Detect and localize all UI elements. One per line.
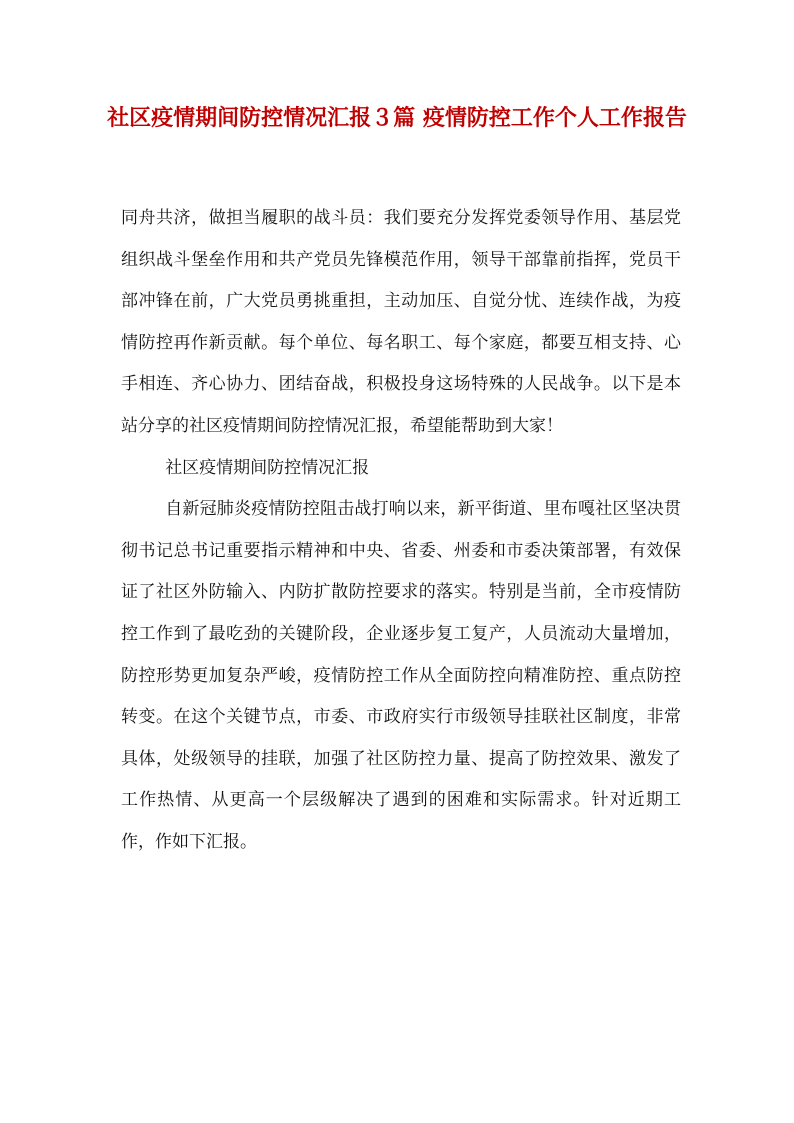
section-heading: 社区疫情期间防控情况汇报: [165, 457, 370, 478]
document-title: 社区疫情期间防控情况汇报３篇 疫情防控工作个人工作报告: [107, 105, 687, 131]
document-body: [121, 198, 681, 864]
section-paragraph: 自新冠肺炎疫情防控阻击战打响以来，新平街道、里布嘎社区坚决贯彻书记总书记重要指示精神和中央、省委、州委和市委决策部署，有效保证了社区外防输入、内防扩散防控要求的落实。特别是当前，全市疫情防控工作到了最吃劲的关键阶段，企业逐步复工复产，人员流动大量增加，防控形势更加复杂严峻，疫情防控工作从全面防控向精准防控、重点防控转变。在这个关键节点，市委、市政府实行市级领导挂联社区制度，非常具体，处级领导的挂联，加强了社区防控力量、提高了防控效果、激发了工作热情、从更高一个层级解决了遇到的困难和实际需求。针对近期工作，作如下汇报。: [121, 499, 681, 852]
intro-paragraph: 同舟共济，做担当履职的战斗员：我们要充分发挥党委领导作用、基层党组织战斗堡垒作用和共产党员先锋模范作用，领导干部靠前指挥，党员干部冲锋在前，广大党员勇挑重担，主动加压、自觉分忧、连续作战，为疫情防控再作新贡献。每个单位、每名职工、每个家庭，都要互相支持、心手相连、齐心协力、团结奋战，积极投身这场特殊的人民战争。以下是本站分享的社区疫情期间防控情况汇报，希望能帮助到大家！: [121, 208, 681, 436]
